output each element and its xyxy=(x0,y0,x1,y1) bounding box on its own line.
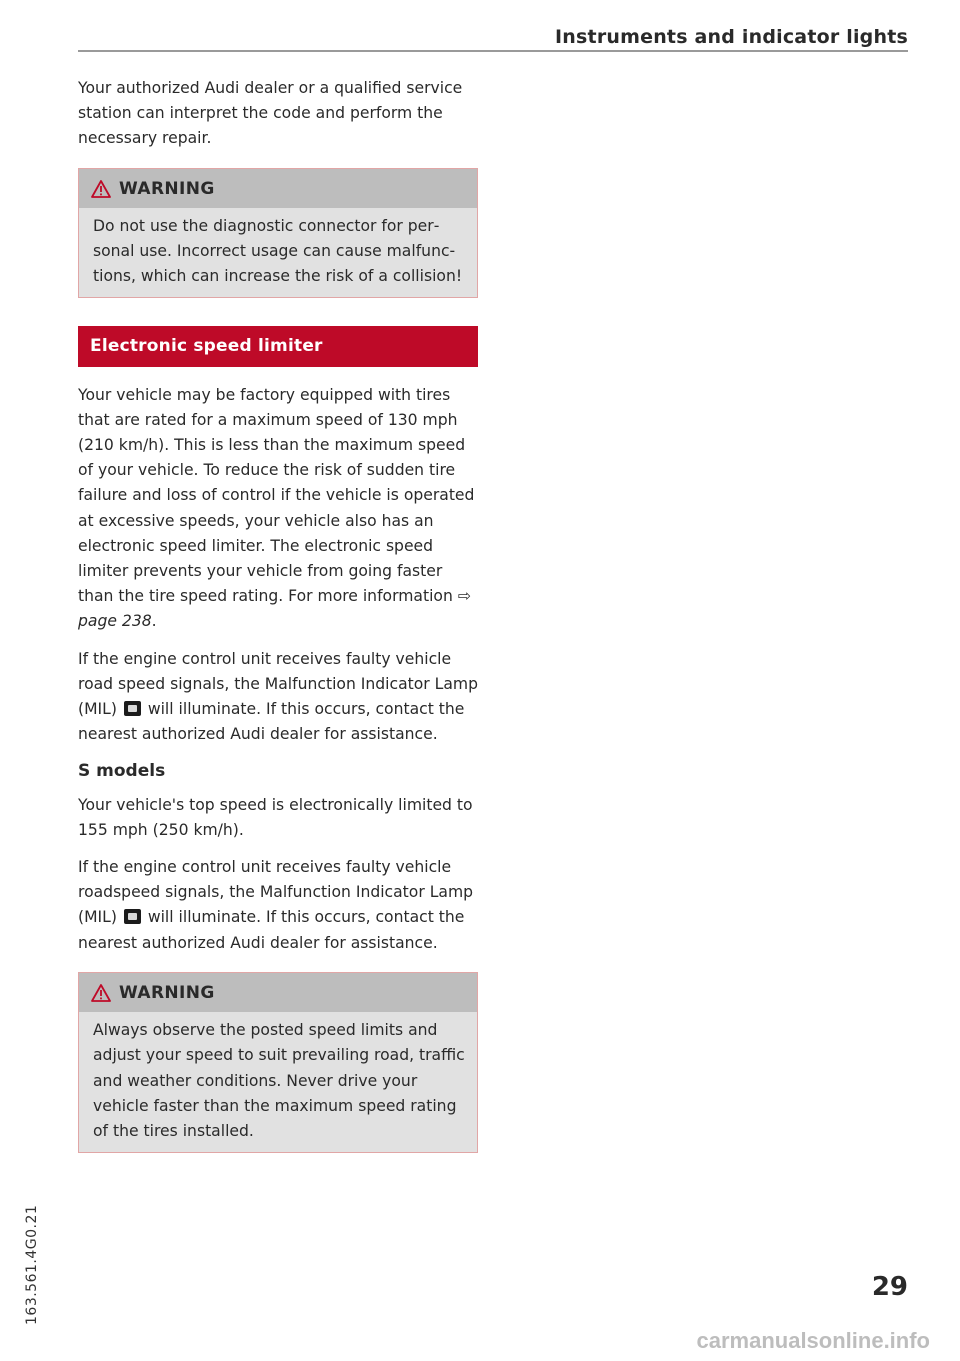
warning-heading: WARNING xyxy=(119,178,215,199)
warning-box-speed xyxy=(78,972,478,1153)
watermark: carmanualsonline.info xyxy=(696,1328,930,1353)
warning-header xyxy=(79,169,477,208)
malfunction-indicator-lamp-icon xyxy=(124,909,141,924)
paragraph-text: will illuminate. If this occurs, contact the nearest authorized Audi dealer for assistance. xyxy=(78,908,465,952)
warning-triangle-icon xyxy=(91,180,111,198)
running-header: Instruments and indicator lights xyxy=(555,26,908,48)
paragraph-text: If the engine control unit receives faulty vehicle road speed signals, the Malfunction Indicator Lamp (MIL) xyxy=(78,649,478,719)
paragraph-text: Your vehicle may be factory equipped with tires that are rated for a maximum speed of 130 mph (210 km/h). This is less than the maximum speed of your vehicle. To reduce the risk of sudden tire failure and loss of control if the vehicle is operated at excessive speeds, your vehicle also has an electronic speed limiter. The electronic speed limiter prevents your vehicle from going faster than the tire speed rating. For more information xyxy=(78,385,475,606)
section-title-speed-limiter: Electronic speed limiter xyxy=(78,326,478,366)
header-divider xyxy=(78,50,908,52)
warning-text: Always observe the posted speed limits and adjust your speed to suit prevailing road, traffic and weather conditions. Never drive your vehicle faster than the maximum speed rating of the tires installed. xyxy=(93,1021,465,1140)
speed-limiter-paragraph xyxy=(78,383,478,635)
paragraph-text: will illuminate. If this occurs, contact the nearest authorized Audi dealer for assistance. xyxy=(78,700,465,744)
warning-heading: WARNING xyxy=(119,982,215,1003)
warning-text: Do not use the diagnostic connector for personal use. Incorrect usage can cause malfunctions, which can increase the risk of a collision! xyxy=(93,216,463,286)
main-column xyxy=(78,76,478,1153)
warning-triangle-icon xyxy=(91,984,111,1002)
paragraph-text: If the engine control unit receives faulty vehicle roadspeed signals, the Malfunction Indicator Lamp (MIL) xyxy=(78,858,474,927)
page-reference-link[interactable]: ⇨ page 238 xyxy=(78,587,471,631)
page-number: 29 xyxy=(871,1272,908,1302)
warning-box-diagnostic xyxy=(78,168,478,299)
document-code: 163.561.4G0.21 xyxy=(24,1204,40,1325)
s-models-heading: S models xyxy=(78,761,166,782)
malfunction-indicator-lamp-icon xyxy=(124,701,141,716)
mil-paragraph xyxy=(78,647,478,748)
s-models-paragraph: Your vehicle's top speed is electronically limited to 155 mph (250 km/h). xyxy=(78,795,473,839)
intro-paragraph: Your authorized Audi dealer or a qualified service station can interpret the code and perform the necessary repair. xyxy=(78,79,463,148)
paragraph-end: . xyxy=(151,612,157,631)
warning-header xyxy=(79,973,477,1012)
s-models-mil-paragraph xyxy=(78,855,478,956)
